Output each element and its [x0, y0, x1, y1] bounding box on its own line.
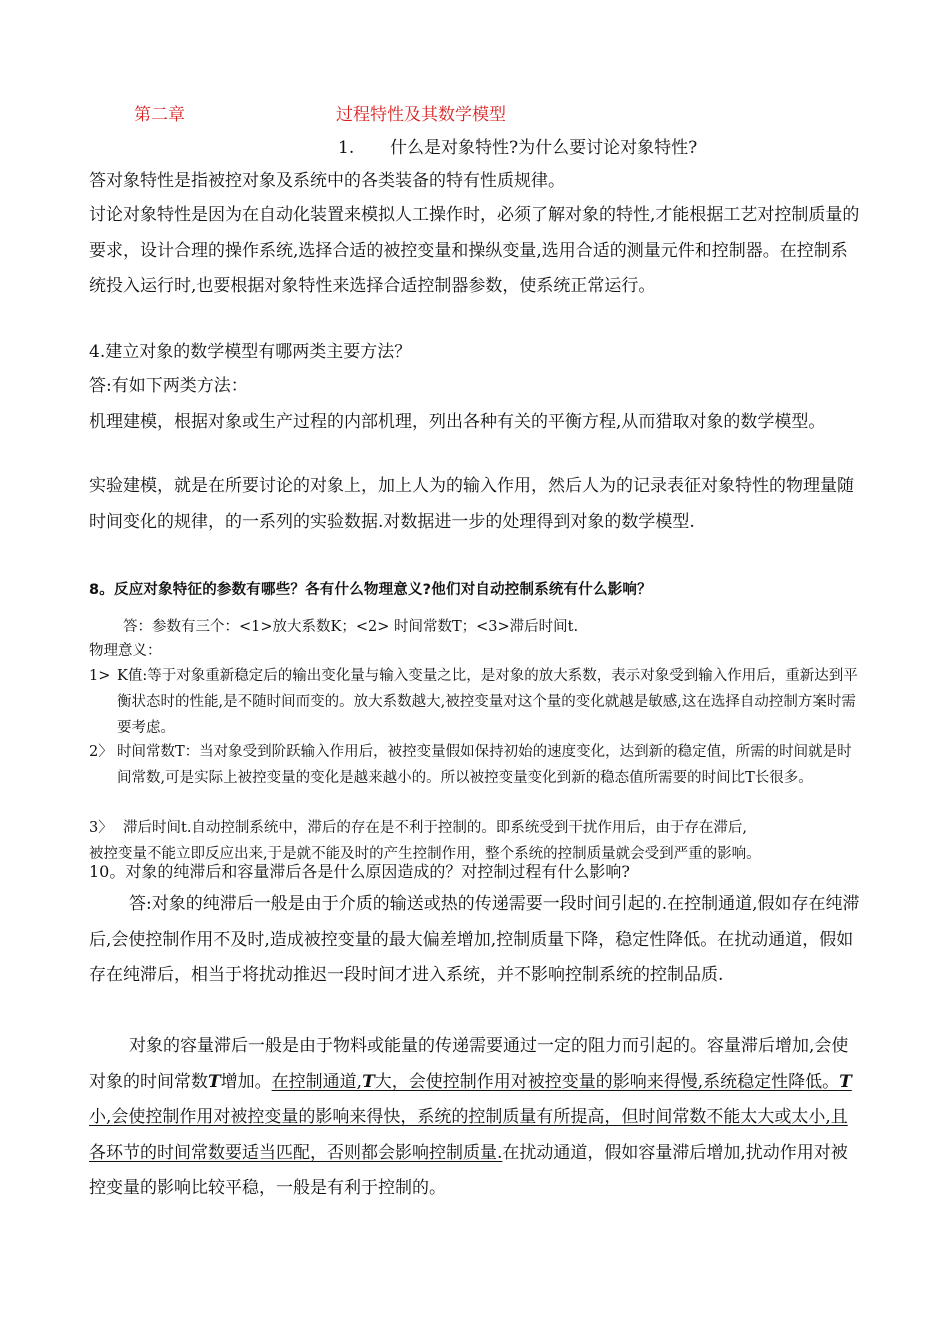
- question-1: [338, 133, 697, 158]
- item-text: 滞后时间t.自动控制系统中，滞后的存在是不利于控制的。即系统受到干扰作用后，由于存在滞后,: [123, 820, 748, 836]
- question-1-text: 什么是对象特性?为什么要讨论对象特性?: [390, 138, 698, 158]
- answer-10-paragraph-2: [89, 1029, 864, 1207]
- answer-10-text-c: 在扰动通道，假如容量滞后增加,扰动作用对被控变量的影响比较平稳，一般是有利于控制的。: [89, 1142, 848, 1198]
- underlined-text-3: 小,会使控制作用对被控变量的影响来得快，系统的控制质量有所提高，但时间常数不能太大或太小,且各环节的时间常数要适当匹配，否则都会影响控制质量.: [89, 1107, 848, 1163]
- answer-4-method-1: 机理建模，根据对象或生产过程的内部机理，列出各种有关的平衡方程,从而猎取对象的数学模型。: [89, 412, 826, 432]
- item-marker: 1>: [89, 668, 111, 684]
- item-marker: 3〉: [89, 820, 113, 836]
- answer-8-parameters: 答：参数有三个：<1>放大系数K；<2> 时间常数T；<3>滞后时间t.: [123, 619, 579, 635]
- question-8: 8。反应对象特征的参数有哪些？各有什么物理意义?他们对自动控制系统有什么影响？: [89, 582, 652, 598]
- answer-10-paragraph-1: 答:对象的纯滞后一般是由于介质的输送或热的传递需要一段时间引起的.在控制通道,假如存在纯滞后,会使控制作用不及时,造成被控变量的最大偏差增加,控制质量下降，稳定性降低。在扰动通道，假如存在纯滞后，相当于将扰动推迟一段时间才进入系统，并不影响控制系统的控制品质.: [89, 894, 860, 985]
- question-1-number: 1.: [338, 138, 355, 158]
- question-10: 10。对象的纯滞后和容量滞后各是什么原因造成的？对控制过程有什么影响?: [89, 862, 630, 881]
- underlined-text-2: 大，会使控制作用对被控变量的影响来得慢,系统稳定性降低。: [374, 1071, 840, 1092]
- answer-4-method-2: 实验建模，就是在所要讨论的对象上，加上人为的输入作用，然后人为的记录表征对象特性的物理量随时间变化的规律，的一系列的实验数据.对数据进一步的处理得到对象的数学模型.: [89, 476, 854, 532]
- time-constant-symbol: T: [839, 1071, 852, 1092]
- answer-1-paragraph-1: 答对象特性是指被控对象及系统中的各类装备的特有性质规律。: [89, 171, 565, 191]
- time-constant-symbol: T: [208, 1071, 221, 1092]
- meaning-item-2: [89, 739, 864, 791]
- item-marker: 2〉: [89, 744, 113, 760]
- answer-10-text-a: 对象的容量滞后一般是由于物料或能量的传递需要通过一定的阻力而引起的。容量滞后增加,会使对象的时间常数: [89, 1036, 849, 1092]
- underlined-text-1: 在控制通道,: [271, 1071, 363, 1092]
- answer-1-paragraph-2: 讨论对象特性是因为在自动化装置来模拟人工操作时，必须了解对象的特性,才能根据工艺对控制质量的要求，设计合理的操作系统,选择合适的被控变量和操纵变量,选用合适的测量元件和控制器。在控制系统投入运行时,也要根据对象特性来选择合适控制器参数，使系统正常运行。: [89, 205, 860, 296]
- item-text: K值:等于对象重新稳定后的输出变化量与输入变量之比，是对象的放大系数，表示对象受到输入作用后，重新达到平衡状态时的性能,是不随时间而变的。放大系数越大,被控变量对这个量的变化就越是敏感,这在选择自动控制方案时需要考虑。: [117, 668, 858, 736]
- item-text-continuation: 被控变量不能立即反应出来,于是就不能及时的产生控制作用，整个系统的控制质量就会受到严重的影响。: [89, 846, 761, 862]
- time-constant-symbol: T: [362, 1071, 375, 1092]
- chapter-label: 第二章: [134, 105, 185, 125]
- chapter-title: 过程特性及其数学模型: [336, 105, 506, 125]
- answer-4-intro: 答:有如下两类方法：: [89, 376, 248, 396]
- meaning-item-1: [89, 663, 864, 741]
- physical-meaning-label: 物理意义：: [89, 643, 162, 659]
- item-text: 时间常数T：当对象受到阶跃输入作用后，被控变量假如保持初始的速度变化，达到新的稳定值，所需的时间就是时间常数,可是实际上被控变量的变化是越来越小的。所以被控变量变化到新的稳态值所需要的时间比T长很多。: [117, 744, 852, 786]
- answer-10-text-b: 增加。: [220, 1071, 272, 1092]
- question-4: 4.建立对象的数学模型有哪两类主要方法？: [89, 342, 412, 362]
